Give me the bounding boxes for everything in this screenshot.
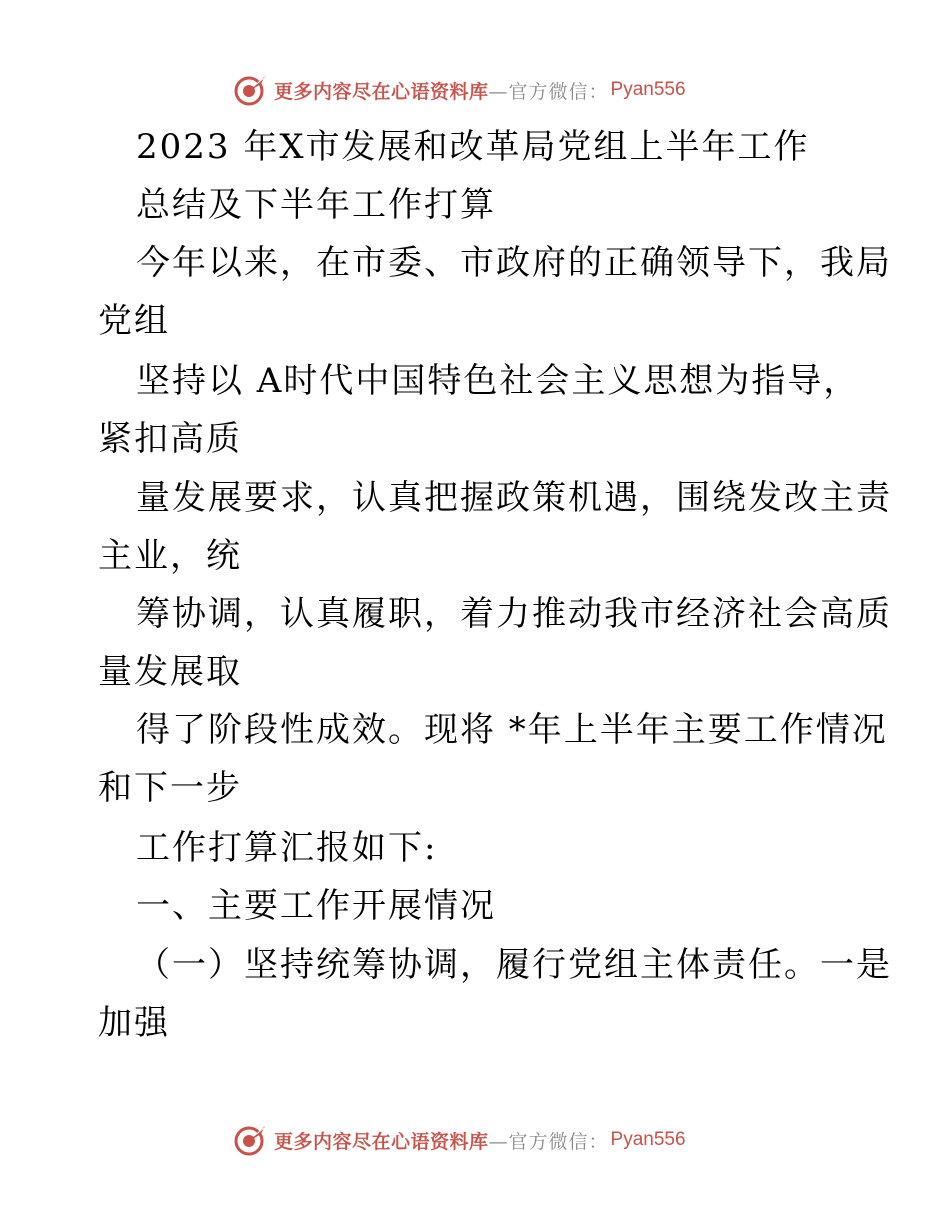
doc-line: 工作打算汇报如下: xyxy=(136,828,438,868)
watermark-separator-text: —官方微信： xyxy=(488,1130,609,1153)
doc-line: 今年以来，在市委、市政府的正确领导下，我局 xyxy=(136,243,892,283)
doc-line: 量发展取 xyxy=(98,652,242,692)
doc-line: 得了阶段性成效。现将 *年上半年主要工作情况 xyxy=(136,710,888,750)
section-heading: 一、主要工作开展情况 xyxy=(136,886,496,926)
doc-line: 总结及下半年工作打算 xyxy=(136,185,496,225)
doc-line: 加强 xyxy=(98,1003,170,1043)
doc-line: 量发展要求，认真把握政策机遇，围绕发改主责 xyxy=(136,478,892,518)
watermark-wechat-id: Pyan556 xyxy=(610,79,686,100)
doc-line: 2023 年X市发展和改革局党组上半年工作 xyxy=(136,127,810,167)
doc-line: （一）坚持统筹协调，履行党组主体责任。一是 xyxy=(136,945,892,985)
watermark-separator-text: —官方微信： xyxy=(488,80,609,103)
doc-line: 坚持以 A时代中国特色社会主义思想为指导， xyxy=(136,361,860,401)
feather-seal-icon xyxy=(234,1123,268,1157)
doc-line: 紧扣高质 xyxy=(98,419,242,459)
footer-watermark-banner xyxy=(234,1122,686,1158)
doc-line: 党组 xyxy=(98,301,170,341)
watermark-site-text: 更多内容尽在心语资料库 xyxy=(274,1130,489,1153)
doc-line: 主业，统 xyxy=(98,536,242,576)
doc-line: 筹协调，认真履职，着力推动我市经济社会高质 xyxy=(136,594,892,634)
feather-seal-icon xyxy=(234,73,268,107)
watermark-wechat-id: Pyan556 xyxy=(610,1129,686,1150)
header-watermark-banner xyxy=(234,72,686,108)
doc-line: 和下一步 xyxy=(98,768,242,808)
watermark-site-text: 更多内容尽在心语资料库 xyxy=(274,80,489,103)
